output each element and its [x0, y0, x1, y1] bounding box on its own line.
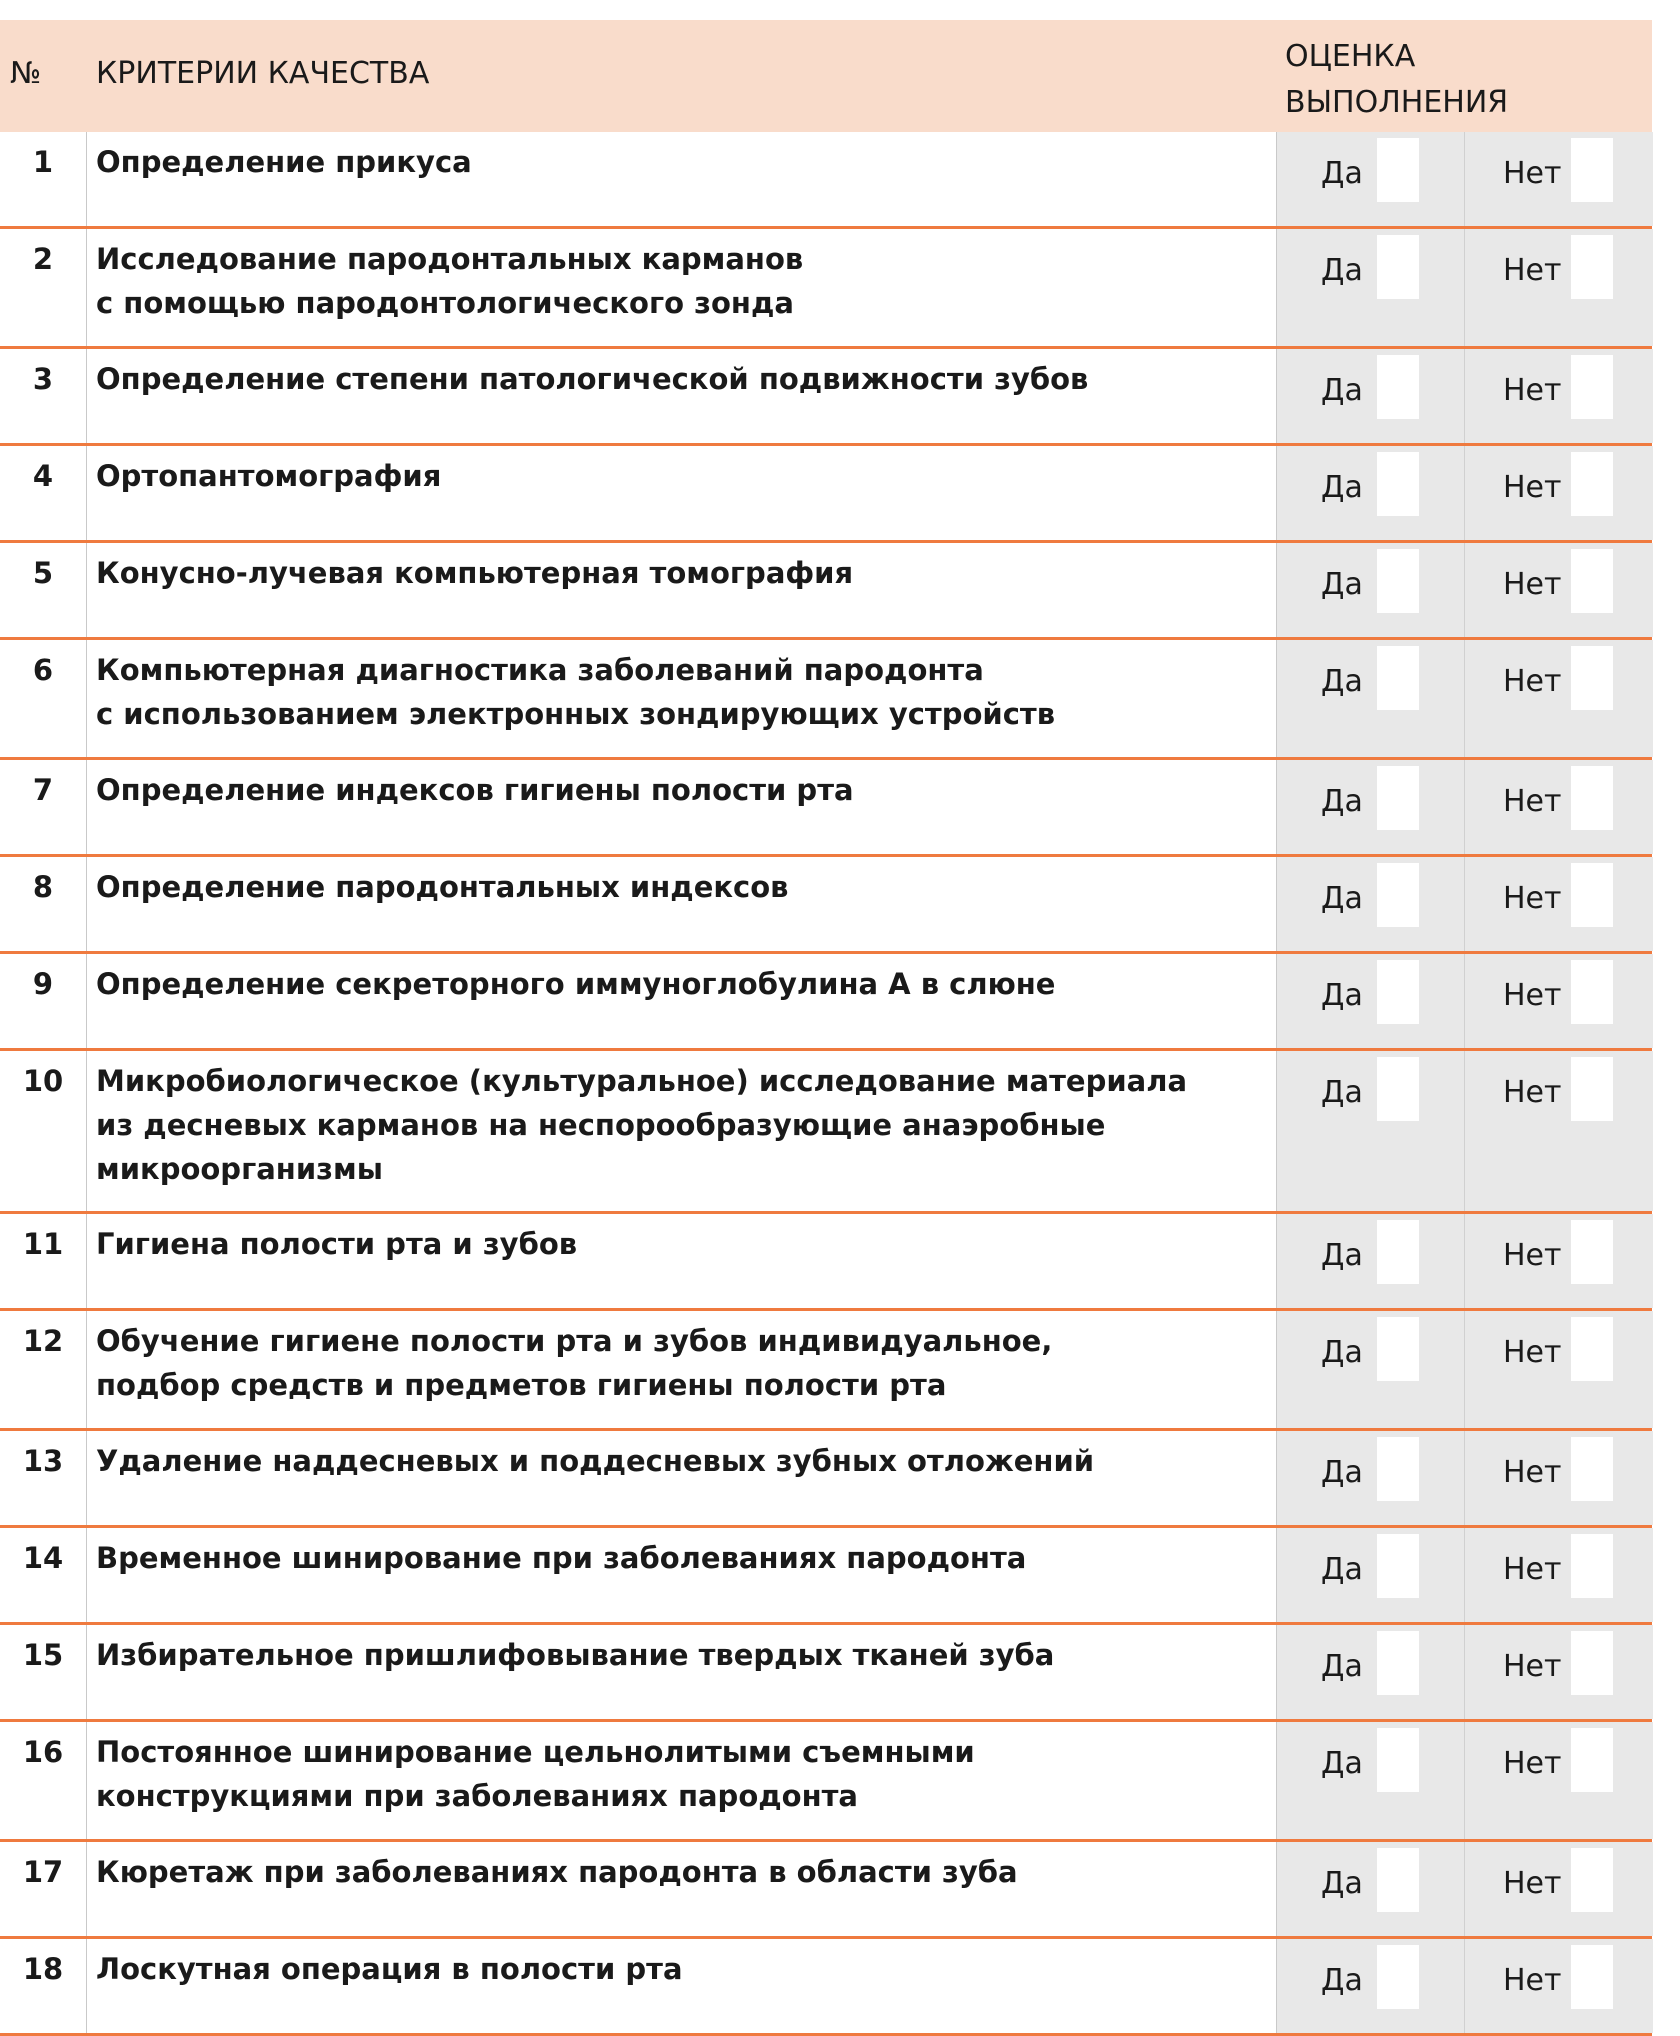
no-checkbox[interactable]	[1571, 1220, 1613, 1284]
no-checkbox[interactable]	[1571, 863, 1613, 927]
column-divider	[86, 1842, 87, 1936]
evaluation-divider	[1464, 954, 1465, 1048]
column-divider	[86, 446, 87, 540]
evaluation-cell	[1276, 640, 1653, 757]
no-checkbox[interactable]	[1571, 1534, 1613, 1598]
yes-label: Да	[1321, 664, 1363, 699]
evaluation-divider	[1464, 760, 1465, 854]
no-checkbox[interactable]	[1571, 960, 1613, 1024]
evaluation-divider	[1464, 132, 1465, 226]
column-divider	[86, 640, 87, 757]
evaluation-cell	[1276, 543, 1653, 637]
row-number: 15	[22, 1638, 64, 1672]
row-number: 18	[22, 1952, 64, 1986]
column-divider	[86, 1311, 87, 1428]
row-number: 6	[32, 653, 54, 687]
column-divider	[86, 1625, 87, 1719]
evaluation-cell	[1276, 857, 1653, 951]
column-divider	[86, 1214, 87, 1308]
evaluation-divider	[1464, 1722, 1465, 1839]
no-checkbox[interactable]	[1571, 1057, 1613, 1121]
no-checkbox[interactable]	[1571, 1317, 1613, 1381]
row-number: 11	[22, 1227, 64, 1261]
column-divider	[86, 1051, 87, 1211]
no-checkbox[interactable]	[1571, 1848, 1613, 1912]
evaluation-cell	[1276, 1722, 1653, 1839]
yes-label: Да	[1321, 1963, 1363, 1998]
no-label: Нет	[1503, 253, 1562, 288]
table-row	[0, 543, 1652, 640]
no-checkbox[interactable]	[1571, 1728, 1613, 1792]
yes-checkbox[interactable]	[1377, 1728, 1419, 1792]
no-label: Нет	[1503, 1746, 1562, 1781]
evaluation-divider	[1464, 1528, 1465, 1622]
criterion-text: Определение пародонтальных индексов	[96, 870, 789, 904]
table-row	[0, 229, 1652, 349]
yes-checkbox[interactable]	[1377, 863, 1419, 927]
criterion-text: Гигиена полости рта и зубов	[96, 1227, 578, 1261]
yes-checkbox[interactable]	[1377, 1631, 1419, 1695]
table-row	[0, 1842, 1652, 1939]
table-row	[0, 446, 1652, 543]
evaluation-divider	[1464, 640, 1465, 757]
evaluation-divider	[1464, 1214, 1465, 1308]
yes-checkbox[interactable]	[1377, 960, 1419, 1024]
no-label: Нет	[1503, 1335, 1562, 1370]
yes-label: Да	[1321, 1455, 1363, 1490]
no-label: Нет	[1503, 1963, 1562, 1998]
table-row	[0, 349, 1652, 446]
evaluation-cell	[1276, 1625, 1653, 1719]
no-label: Нет	[1503, 373, 1562, 408]
column-divider	[86, 229, 87, 346]
evaluation-divider	[1464, 1051, 1465, 1211]
evaluation-cell	[1276, 132, 1653, 226]
no-label: Нет	[1503, 784, 1562, 819]
no-label: Нет	[1503, 1238, 1562, 1273]
criterion-text: Избирательное пришлифовывание твердых тканей зуба	[96, 1638, 1055, 1672]
yes-label: Да	[1321, 1238, 1363, 1273]
no-checkbox[interactable]	[1571, 452, 1613, 516]
no-label: Нет	[1503, 567, 1562, 602]
evaluation-cell	[1276, 760, 1653, 854]
evaluation-cell	[1276, 1528, 1653, 1622]
yes-checkbox[interactable]	[1377, 549, 1419, 613]
table-row	[0, 1311, 1652, 1431]
no-label: Нет	[1503, 664, 1562, 699]
evaluation-divider	[1464, 1939, 1465, 2033]
table-header	[0, 20, 1652, 132]
yes-checkbox[interactable]	[1377, 1848, 1419, 1912]
header-number: №	[10, 56, 42, 91]
yes-label: Да	[1321, 881, 1363, 916]
criterion-text: Микробиологическое (культуральное) исследование материала из десневых карманов на неспорообразующие анаэробные микроорганизмы	[96, 1064, 1188, 1186]
table-row	[0, 1625, 1652, 1722]
yes-label: Да	[1321, 567, 1363, 602]
evaluation-cell	[1276, 1214, 1653, 1308]
criterion-text: Определение степени патологической подвижности зубов	[96, 362, 1089, 396]
evaluation-divider	[1464, 446, 1465, 540]
header-evaluation	[1285, 34, 1508, 126]
yes-checkbox[interactable]	[1377, 646, 1419, 710]
criterion-text: Конусно-лучевая компьютерная томография	[96, 556, 854, 590]
yes-checkbox[interactable]	[1377, 452, 1419, 516]
criterion-text: Определение секреторного иммуноглобулина А в слюне	[96, 967, 1056, 1001]
yes-checkbox[interactable]	[1377, 1945, 1419, 2009]
row-number: 13	[22, 1444, 64, 1478]
row-number: 2	[32, 242, 54, 276]
yes-checkbox[interactable]	[1377, 1057, 1419, 1121]
evaluation-divider	[1464, 1625, 1465, 1719]
criterion-text: Лоскутная операция в полости рта	[96, 1952, 683, 1986]
evaluation-cell	[1276, 1939, 1653, 2033]
criterion-text: Кюретаж при заболеваниях пародонта в области зуба	[96, 1855, 1018, 1889]
row-number: 8	[32, 870, 54, 904]
evaluation-divider	[1464, 857, 1465, 951]
no-checkbox[interactable]	[1571, 646, 1613, 710]
row-number: 12	[22, 1324, 64, 1358]
yes-label: Да	[1321, 470, 1363, 505]
table-row	[0, 857, 1652, 954]
no-label: Нет	[1503, 881, 1562, 916]
no-label: Нет	[1503, 1455, 1562, 1490]
yes-checkbox[interactable]	[1377, 355, 1419, 419]
yes-checkbox[interactable]	[1377, 766, 1419, 830]
no-label: Нет	[1503, 1649, 1562, 1684]
no-label: Нет	[1503, 470, 1562, 505]
yes-label: Да	[1321, 1075, 1363, 1110]
no-checkbox[interactable]	[1571, 138, 1613, 202]
table-body	[0, 132, 1652, 2036]
yes-label: Да	[1321, 156, 1363, 191]
table-row	[0, 1051, 1652, 1214]
table-row	[0, 760, 1652, 857]
column-divider	[86, 543, 87, 637]
evaluation-cell	[1276, 1051, 1653, 1211]
yes-checkbox[interactable]	[1377, 235, 1419, 299]
evaluation-cell	[1276, 1311, 1653, 1428]
no-checkbox[interactable]	[1571, 1631, 1613, 1695]
column-divider	[86, 1939, 87, 2033]
column-divider	[86, 132, 87, 226]
criterion-text: Исследование пародонтальных карманов с помощью пародонтологического зонда	[96, 242, 804, 320]
table-row	[0, 640, 1652, 760]
no-checkbox[interactable]	[1571, 766, 1613, 830]
column-divider	[86, 1431, 87, 1525]
no-label: Нет	[1503, 1075, 1562, 1110]
evaluation-divider	[1464, 543, 1465, 637]
header-criteria: КРИТЕРИИ КАЧЕСТВА	[96, 56, 430, 91]
row-number: 14	[22, 1541, 64, 1575]
yes-checkbox[interactable]	[1377, 1437, 1419, 1501]
criterion-text: Постоянное шинирование цельнолитыми съемными конструкциями при заболеваниях пародонта	[96, 1735, 975, 1813]
yes-checkbox[interactable]	[1377, 138, 1419, 202]
column-divider	[86, 954, 87, 1048]
no-label: Нет	[1503, 156, 1562, 191]
evaluation-divider	[1464, 349, 1465, 443]
table-row	[0, 1939, 1652, 2036]
no-checkbox[interactable]	[1571, 1437, 1613, 1501]
header-evaluation-line2: ВЫПОЛНЕНИЯ	[1285, 85, 1509, 120]
yes-label: Да	[1321, 784, 1363, 819]
no-checkbox[interactable]	[1571, 1945, 1613, 2009]
no-checkbox[interactable]	[1571, 549, 1613, 613]
yes-label: Да	[1321, 1335, 1363, 1370]
row-number: 9	[32, 967, 54, 1001]
evaluation-cell	[1276, 229, 1653, 346]
yes-checkbox[interactable]	[1377, 1220, 1419, 1284]
criterion-text: Ортопантомография	[96, 459, 442, 493]
criterion-text: Временное шинирование при заболеваниях пародонта	[96, 1541, 1027, 1575]
criterion-text: Определение прикуса	[96, 145, 472, 179]
yes-checkbox[interactable]	[1377, 1534, 1419, 1598]
evaluation-cell	[1276, 1431, 1653, 1525]
table-row	[0, 1528, 1652, 1625]
table-row	[0, 132, 1652, 229]
evaluation-cell	[1276, 954, 1653, 1048]
evaluation-divider	[1464, 1842, 1465, 1936]
no-label: Нет	[1503, 978, 1562, 1013]
row-number: 7	[32, 773, 54, 807]
column-divider	[86, 1528, 87, 1622]
evaluation-cell	[1276, 349, 1653, 443]
evaluation-divider	[1464, 1431, 1465, 1525]
criterion-text: Удаление наддесневых и поддесневых зубных отложений	[96, 1444, 1095, 1478]
yes-label: Да	[1321, 1746, 1363, 1781]
row-number: 17	[22, 1855, 64, 1889]
evaluation-cell	[1276, 446, 1653, 540]
evaluation-divider	[1464, 1311, 1465, 1428]
row-number: 1	[32, 145, 54, 179]
no-checkbox[interactable]	[1571, 235, 1613, 299]
criterion-text: Обучение гигиене полости рта и зубов индивидуальное, подбор средств и предметов гигиены полости рта	[96, 1324, 1053, 1402]
table-row	[0, 954, 1652, 1051]
column-divider	[86, 1722, 87, 1839]
yes-label: Да	[1321, 253, 1363, 288]
yes-label: Да	[1321, 373, 1363, 408]
row-number: 16	[22, 1735, 64, 1769]
no-label: Нет	[1503, 1552, 1562, 1587]
yes-label: Да	[1321, 978, 1363, 1013]
evaluation-cell	[1276, 1842, 1653, 1936]
yes-label: Да	[1321, 1866, 1363, 1901]
evaluation-divider	[1464, 229, 1465, 346]
table-row	[0, 1214, 1652, 1311]
table-row	[0, 1722, 1652, 1842]
row-number: 5	[32, 556, 54, 590]
no-checkbox[interactable]	[1571, 355, 1613, 419]
yes-checkbox[interactable]	[1377, 1317, 1419, 1381]
row-number: 4	[32, 459, 54, 493]
table-row	[0, 1431, 1652, 1528]
no-label: Нет	[1503, 1866, 1562, 1901]
column-divider	[86, 349, 87, 443]
column-divider	[86, 857, 87, 951]
header-evaluation-line1: ОЦЕНКА	[1285, 39, 1416, 74]
yes-label: Да	[1321, 1649, 1363, 1684]
column-divider	[86, 760, 87, 854]
quality-criteria-table	[0, 20, 1652, 2036]
criterion-text: Компьютерная диагностика заболеваний пародонта с использованием электронных зондирующих устройств	[96, 653, 1056, 731]
row-number: 3	[32, 362, 54, 396]
criterion-text: Определение индексов гигиены полости рта	[96, 773, 854, 807]
row-number: 10	[22, 1064, 64, 1098]
yes-label: Да	[1321, 1552, 1363, 1587]
